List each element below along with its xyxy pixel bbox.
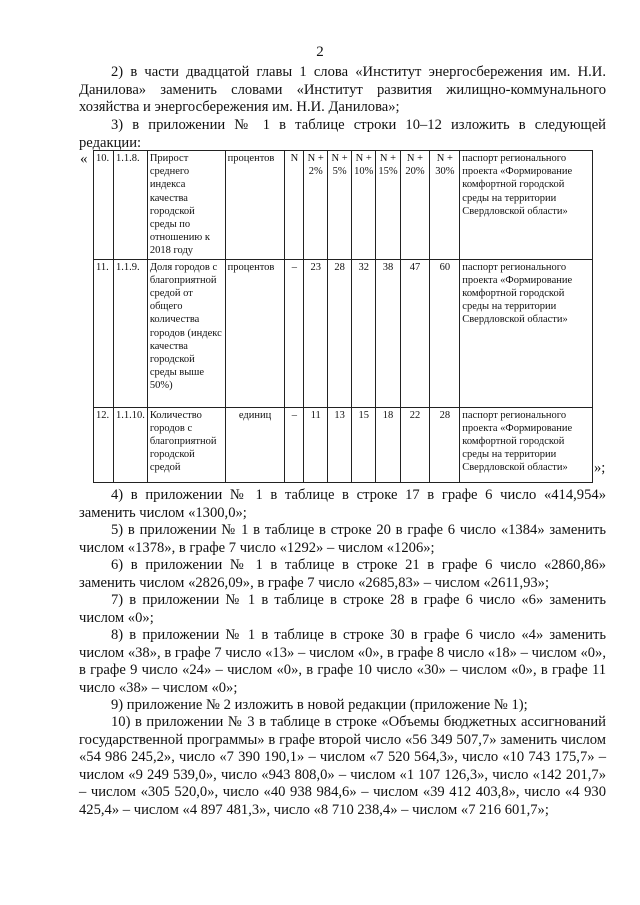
indicator-name: Доля городов с благоприятной средой от общего количества городов (индекс качества городской среды выше 50%)	[147, 259, 225, 407]
paragraph-9: 9) приложение № 2 изложить в новой редакции (приложение № 1);	[111, 697, 528, 713]
unit: единиц	[225, 407, 285, 482]
table-row	[94, 259, 593, 407]
paragraph-5: 5) в приложении № 1 в таблице в строке 20 в графе 6 число «1384» заменить числом «1378», в графе 7 число «1292» – числом «1206»;	[79, 522, 606, 556]
paragraph-2: 2) в части двадцатой главы 1 слова «Институт энергосбережения им. Н.И. Данилова» заменить словами «Институт развития жилищно-коммунального хозяйства и энергосбережения им. Н.И. Данилова»;	[79, 64, 606, 116]
paragraph-10: 10) в приложении № 3 в таблице в строке «Объемы бюджетных ассигнований государственной программы» в графе второй число «56 349 507,7» заменить числом «54 986 245,2», число «7 390 190,1» – числом «7 520 564,3», число «10 743 175,7» – числом «9 249 539,0», число «943 808,0» – числом «1 107 126,3», число «142 201,7» – числом «305 520,0», число «40 938 984,6» – числом «39 412 403,8», число «4 930 425,4» – числом «4 897 481,3», число «8 710 238,4» – числом «7 216 601,7»;	[79, 714, 606, 818]
value-3: 32	[352, 259, 376, 407]
value-2: N + 5%	[328, 151, 352, 260]
row-code: 1.1.10.	[113, 407, 147, 482]
row-number: 10.	[94, 151, 114, 260]
source: паспорт регионального проекта «Формирование комфортной городской среды на территории Свердловской области»	[460, 259, 593, 407]
table-open-quote: «	[80, 151, 88, 167]
value-1: 11	[304, 407, 328, 482]
base-value: –	[285, 259, 304, 407]
row-number: 12.	[94, 407, 114, 482]
table-close-quote: »;	[594, 460, 606, 476]
indicator-name: Количество городов с благоприятной городской средой	[147, 407, 225, 482]
value-6: N + 30%	[430, 151, 460, 260]
unit: процентов	[225, 259, 285, 407]
value-1: 23	[304, 259, 328, 407]
value-2: 13	[328, 407, 352, 482]
paragraph-8: 8) в приложении № 1 в таблице в строке 30 в графе 6 число «4» заменить числом «38», в графе 7 число «13» – числом «0», в графе 8 число «18» – числом «0», в графе 9 число «24» – числом «0», в графе 10 число «30» – числом «0», в графе 11 число «38» – числом «0»;	[79, 627, 606, 696]
indicators-table	[93, 150, 593, 483]
value-3: 15	[352, 407, 376, 482]
source: паспорт регионального проекта «Формирование комфортной городской среды на территории Свердловской области»	[460, 151, 593, 260]
base-value: –	[285, 407, 304, 482]
value-5: N + 20%	[400, 151, 430, 260]
row-code: 1.1.9.	[113, 259, 147, 407]
paragraph-3-line-1: 3) в приложении № 1 в таблице строки 10–12 изложить в следующей	[111, 117, 606, 133]
indicator-name: Прирост среднего индекса качества городской среды по отношению к 2018 году	[147, 151, 225, 260]
paragraph-4: 4) в приложении № 1 в таблице в строке 17 в графе 6 число «414,954» заменить числом «1300,0»;	[79, 487, 606, 521]
paragraph-3-line-2: редакции:	[79, 134, 142, 151]
row-code: 1.1.8.	[113, 151, 147, 260]
table-row	[94, 407, 593, 482]
paragraph-7: 7) в приложении № 1 в таблице в строке 28 в графе 6 число «6» заменить числом «0»;	[79, 592, 606, 626]
value-5: 47	[400, 259, 430, 407]
value-6: 28	[430, 407, 460, 482]
page-number: 2	[316, 44, 324, 60]
value-2: 28	[328, 259, 352, 407]
value-3: N + 10%	[352, 151, 376, 260]
row-number: 11.	[94, 259, 114, 407]
value-4: N + 15%	[376, 151, 400, 260]
value-5: 22	[400, 407, 430, 482]
unit: процентов	[225, 151, 285, 260]
value-4: 38	[376, 259, 400, 407]
paragraph-3	[79, 117, 606, 152]
source: паспорт регионального проекта «Формирование комфортной городской среды на территории Свердловской области»	[460, 407, 593, 482]
value-1: N + 2%	[304, 151, 328, 260]
base-value: N	[285, 151, 304, 260]
value-6: 60	[430, 259, 460, 407]
paragraph-6: 6) в приложении № 1 в таблице в строке 21 в графе 6 число «2860,86» заменить числом «2826,09», в графе 7 число «2685,83» – числом «2611,93»;	[79, 557, 606, 591]
table-row	[94, 151, 593, 260]
value-4: 18	[376, 407, 400, 482]
